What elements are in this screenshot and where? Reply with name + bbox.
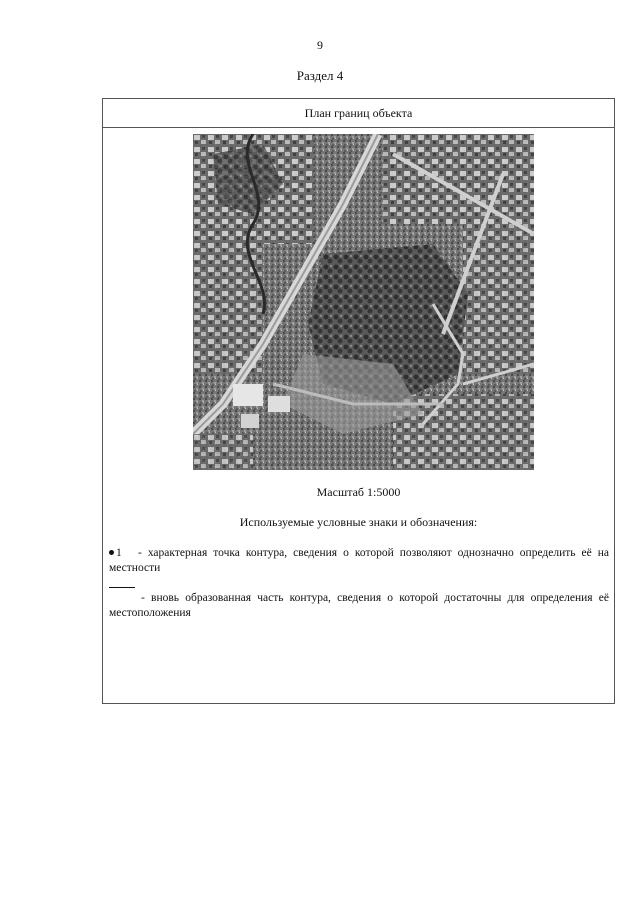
point-number-label: 1 xyxy=(116,547,122,559)
frame-header-title: План границ объекта xyxy=(304,105,413,120)
legend-item-text: - вновь образованная часть контура, сведения о которой достаточны для определения её местоположения xyxy=(109,592,609,619)
section-title: Раздел 4 xyxy=(296,68,344,83)
legend-heading: Используемые условные знаки и обозначения: xyxy=(239,515,478,529)
aerial-map-image xyxy=(193,134,534,470)
aerial-map-svg xyxy=(193,134,534,470)
boundary-plan-frame xyxy=(102,98,615,704)
legend-item-point xyxy=(109,546,609,576)
legend-item-line xyxy=(109,587,609,621)
line-segment-icon xyxy=(109,587,135,595)
legend-item-text: - характерная точка контура, сведения о которой позволяют однозначно определить её на местности xyxy=(109,547,609,574)
map-scale-label: Масштаб 1:5000 xyxy=(316,485,401,499)
frame-header xyxy=(103,99,614,128)
page-number: 9 xyxy=(317,38,323,52)
point-marker-icon xyxy=(109,550,114,555)
